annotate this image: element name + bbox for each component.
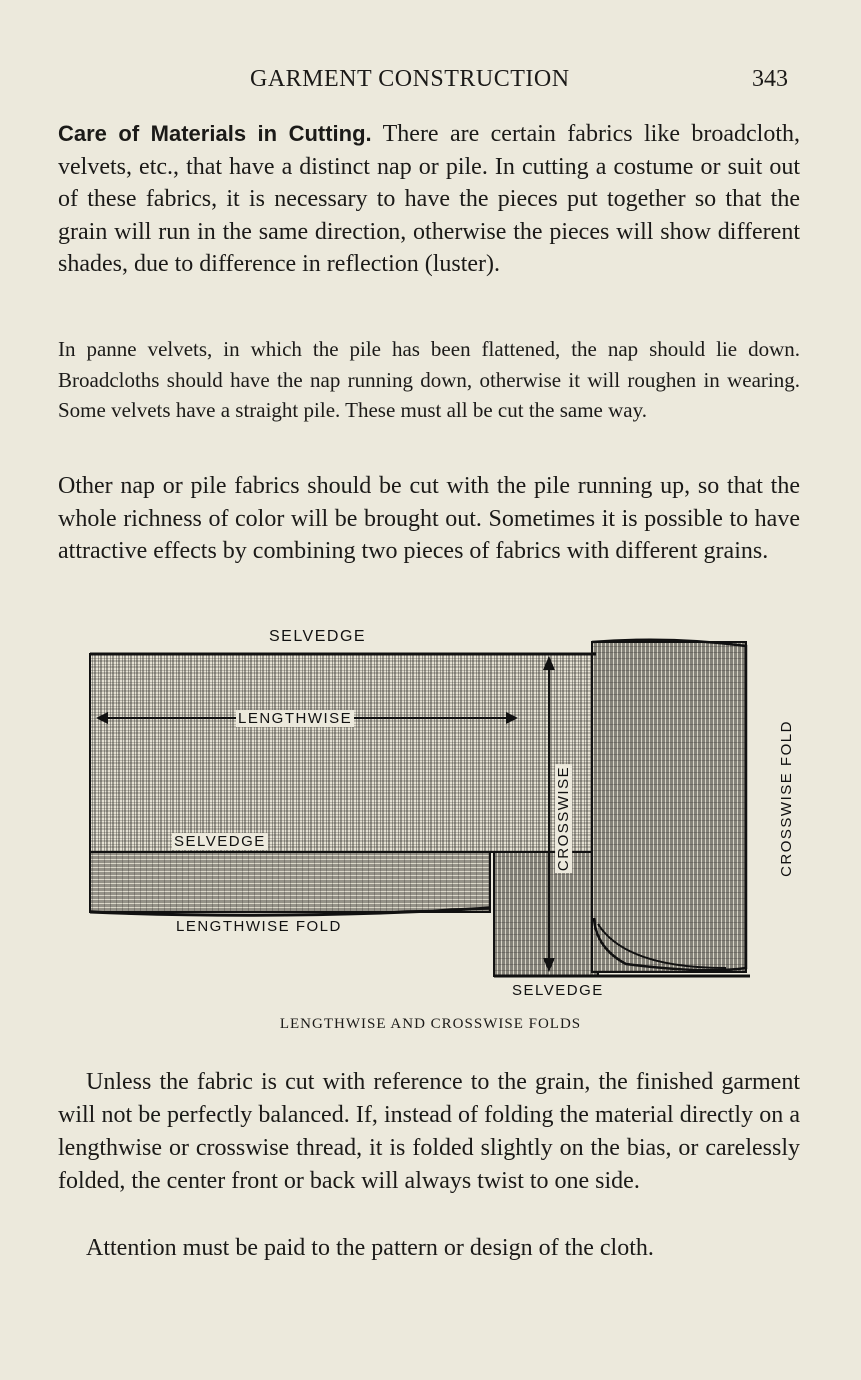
paragraph-lead-heading: Care of Materials in Cutting.	[58, 121, 372, 146]
label-lengthwise: LENGTHWISE	[238, 710, 353, 727]
label-selvedge-top: SELVEDGE	[269, 628, 367, 645]
label-selvedge-middle: SELVEDGE	[174, 833, 266, 850]
crosswise-lower-piece	[494, 852, 598, 976]
paragraph-text: Other nap or pile fabrics should be cut with the pile running up, so that the whole richness of color will be brought out. Sometimes it is possible to have attractive effects by combining two pieces of fabrics with different grains.	[58, 473, 800, 564]
paragraph-text: Attention must be paid to the pattern or design of the cloth.	[86, 1235, 654, 1261]
paragraph-pattern-design	[58, 1232, 800, 1265]
paragraph-grain-balance	[58, 1066, 800, 1198]
paragraph-care-of-materials	[58, 118, 800, 281]
fabric-lengthwise-piece	[90, 654, 598, 852]
running-head-title: GARMENT CONSTRUCTION	[250, 66, 570, 92]
running-head	[0, 66, 861, 100]
folds-illustration-drawing	[86, 628, 766, 1008]
label-selvedge-bottom: SELVEDGE	[512, 982, 604, 999]
label-lengthwise-fold: LENGTHWISE FOLD	[176, 918, 342, 935]
paragraph-text: Unless the fabric is cut with reference to the grain, the finished garment will not be perfectly balanced. If, instead of folding the material directly on a lengthwise or crosswise thread, it is folded slightly on the bias, or carelessly folded, the center front or back will always twist to one side.	[58, 1069, 800, 1194]
page-number: 343	[752, 66, 788, 92]
folds-illustration	[86, 628, 795, 1008]
paragraph-body: There are certain fabrics like broadcloth, velvets, etc., that have a distinct nap or pile. In cutting a costume or suit out of these fabrics, it is necessary to have the pieces put together so that the grain will run in the same direction, otherwise the pieces will show different shades, due to difference in reflection (luster).	[58, 121, 800, 277]
paragraph-other-nap	[58, 470, 800, 568]
label-crosswise: CROSSWISE	[555, 765, 573, 872]
paragraph-text: In panne velvets, in which the pile has been flattened, the nap should lie down. Broadcloths should have the nap running down, otherwise it will roughen in wearing. Some velvets have a straight pile. These must all be cut the same way.	[58, 337, 800, 422]
paragraph-panne-velvets	[58, 334, 800, 426]
label-crosswise-fold: CROSSWISE FOLD	[777, 720, 795, 877]
crosswise-fold-panel	[592, 642, 746, 972]
figure-caption: LENGTHWISE AND CROSSWISE FOLDS	[279, 1016, 582, 1032]
lengthwise-fold-strip	[90, 852, 490, 912]
